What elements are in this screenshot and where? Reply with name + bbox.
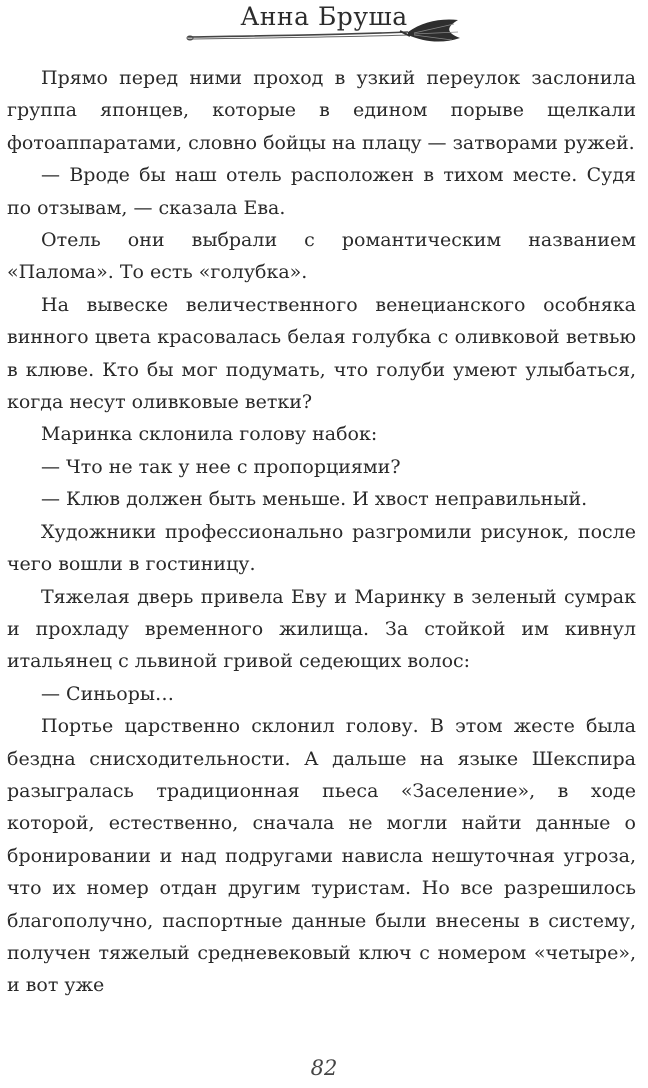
paragraph: Художники профессионально разгромили рисунок, после чего вошли в гостиницу.	[7, 520, 636, 576]
paragraph: Маринка склонила голову набок:	[41, 423, 378, 446]
paragraph: — Что не так у нее с пропорциями?	[41, 455, 401, 478]
paragraph: На вывеске величественного венецианского особняка винного цвета красовалась белая голубка с оливковой ветвью в клюве. Кто бы мог подумать, что голуби умеют улыбаться, когда несут оливковые ветки?	[7, 293, 636, 414]
paragraph: — Синьоры…	[41, 682, 174, 705]
paragraph: — Вроде бы наш отель расположен в тихом месте. Судя по отзывам, — сказала Ева.	[7, 164, 636, 219]
paragraph: Портье царственно склонил голову. В этом жесте была бездна снисходительности. А дальше на языке Шекспира разыгралась традиционная пьеса «Заселение», в ходе которой, естественно, сначала не могли найти данные о бронировании и над подругами нависла нешуточная угроза, что их номер отдан другим туристам. Но все разрешилось благополучно, паспортные данные были внесены в систему, получен тяжелый средневековый ключ с номером «четыре», и вот уже	[7, 715, 636, 997]
paragraph: Прямо перед ними проход в узкий переулок заслонила группа японцев, которые в едином порыве щелкали фотоаппаратами, словно бойцы на плацу — затворами ружей.	[7, 67, 636, 154]
paragraph: — Клюв должен быть меньше. И хвост неправильный.	[41, 488, 588, 511]
broom-icon	[186, 18, 462, 48]
body-text	[7, 62, 636, 1002]
paragraph: Отель они выбрали с романтическим названием «Палома». То есть «голубка».	[7, 229, 636, 284]
running-header	[0, 0, 648, 52]
author-name: Анна Бруша	[240, 2, 408, 31]
paragraph: Тяжелая дверь привела Еву и Маринку в зеленый сумрак и прохладу временного жилища. За стойкой им кивнул итальянец с львиной гривой седеющих волос:	[7, 585, 636, 673]
page-number: 82	[310, 1056, 338, 1080]
